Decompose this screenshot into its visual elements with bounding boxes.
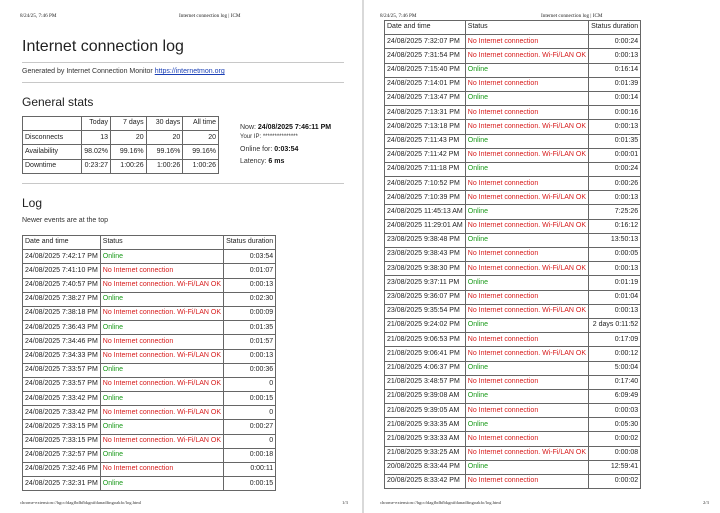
log-time: 24/08/2025 7:10:52 PM bbox=[385, 177, 466, 191]
log-status: Online bbox=[465, 389, 588, 403]
print-header-title: Internet connection log | ICM bbox=[179, 13, 241, 19]
online-for-value: 0:03:54 bbox=[274, 146, 299, 153]
table-row bbox=[385, 120, 641, 134]
log-table-page-1 bbox=[22, 235, 276, 491]
log-duration: 0 bbox=[224, 377, 276, 391]
log-time: 21/08/2025 3:48:57 PM bbox=[385, 375, 466, 389]
log-status: Online bbox=[465, 91, 588, 105]
latency-value: 6 ms bbox=[268, 158, 285, 165]
log-column-header: Status duration bbox=[589, 21, 641, 35]
log-status: No Internet connection bbox=[465, 404, 588, 418]
log-status: No Internet connection. Wi-Fi/LAN OK bbox=[100, 434, 223, 448]
log-status: No Internet connection bbox=[100, 264, 223, 278]
log-status: Online bbox=[465, 162, 588, 176]
log-column-header: Status bbox=[100, 236, 223, 250]
log-time: 23/08/2025 9:35:54 PM bbox=[385, 304, 466, 318]
log-duration: 0:00:01 bbox=[589, 148, 641, 162]
table-row bbox=[385, 134, 641, 148]
log-duration: 0 bbox=[224, 406, 276, 420]
table-row bbox=[385, 389, 641, 403]
table-row bbox=[385, 304, 641, 318]
table-row bbox=[23, 349, 276, 363]
log-time: 24/08/2025 7:33:42 PM bbox=[23, 406, 101, 420]
log-duration: 0:00:08 bbox=[589, 446, 641, 460]
log-column-header: Status duration bbox=[224, 236, 276, 250]
log-status: Online bbox=[465, 233, 588, 247]
stats-value: 1:00:26 bbox=[110, 159, 146, 173]
log-heading: Log bbox=[22, 196, 43, 210]
log-status: Online bbox=[100, 363, 223, 377]
log-duration: 0:00:14 bbox=[589, 91, 641, 105]
info-now bbox=[240, 124, 331, 131]
log-status: Online bbox=[465, 318, 588, 332]
table-row bbox=[23, 306, 276, 320]
stats-value: 20 bbox=[146, 131, 183, 145]
log-duration: 0:00:03 bbox=[589, 404, 641, 418]
log-status: No Internet connection. Wi-Fi/LAN OK bbox=[100, 406, 223, 420]
latency-label: Latency: bbox=[240, 158, 267, 165]
log-time: 24/08/2025 7:13:31 PM bbox=[385, 106, 466, 120]
table-row bbox=[385, 432, 641, 446]
print-footer-url: chrome-extension://hgccfdagfbdbfbkgnifdanadfingoakfo/log.html bbox=[20, 500, 142, 505]
log-time: 24/08/2025 7:11:42 PM bbox=[385, 148, 466, 162]
log-duration: 0:00:02 bbox=[589, 475, 641, 489]
log-status: No Internet connection bbox=[465, 35, 588, 49]
table-row bbox=[385, 205, 641, 219]
log-time: 24/08/2025 7:38:27 PM bbox=[23, 292, 101, 306]
stats-column-header: All time bbox=[183, 117, 219, 131]
log-status: Online bbox=[465, 361, 588, 375]
log-duration: 0:01:39 bbox=[589, 77, 641, 91]
log-time: 23/08/2025 9:36:07 PM bbox=[385, 290, 466, 304]
log-status: No Internet connection. Wi-Fi/LAN OK bbox=[465, 347, 588, 361]
table-row bbox=[23, 292, 276, 306]
log-duration: 0:00:11 bbox=[224, 463, 276, 477]
log-time: 24/08/2025 7:32:46 PM bbox=[23, 463, 101, 477]
stats-header-row bbox=[23, 117, 219, 131]
divider bbox=[22, 62, 344, 63]
info-ip bbox=[240, 134, 298, 140]
stats-value: 98.02% bbox=[82, 145, 111, 159]
table-row bbox=[385, 475, 641, 489]
log-time: 23/08/2025 9:38:43 PM bbox=[385, 248, 466, 262]
log-time: 24/08/2025 7:34:46 PM bbox=[23, 335, 101, 349]
log-duration: 0:01:04 bbox=[589, 290, 641, 304]
log-time: 24/08/2025 7:42:17 PM bbox=[23, 250, 101, 264]
log-time: 24/08/2025 7:15:40 PM bbox=[385, 63, 466, 77]
internetmon-link[interactable]: https://internetmon.org bbox=[154, 68, 225, 75]
stats-value: 1:00:26 bbox=[146, 159, 183, 173]
table-row bbox=[385, 91, 641, 105]
log-column-header: Date and time bbox=[385, 21, 466, 35]
stats-row-label: Downtime bbox=[23, 159, 82, 173]
log-duration: 2 days 0:11:52 bbox=[589, 318, 641, 332]
log-duration: 5:00:04 bbox=[589, 361, 641, 375]
log-time: 24/08/2025 7:10:39 PM bbox=[385, 191, 466, 205]
table-row bbox=[385, 219, 641, 233]
log-time: 24/08/2025 11:45:13 AM bbox=[385, 205, 466, 219]
log-status: Online bbox=[465, 205, 588, 219]
table-row bbox=[385, 148, 641, 162]
now-label: Now: bbox=[240, 124, 256, 131]
log-time: 24/08/2025 7:33:15 PM bbox=[23, 420, 101, 434]
page-title: Internet connection log bbox=[22, 38, 184, 55]
table-row bbox=[23, 406, 276, 420]
log-status: No Internet connection bbox=[465, 106, 588, 120]
table-row bbox=[23, 463, 276, 477]
log-time: 23/08/2025 9:38:30 PM bbox=[385, 262, 466, 276]
table-row bbox=[385, 347, 641, 361]
log-time: 24/08/2025 7:31:54 PM bbox=[385, 49, 466, 63]
log-duration: 0:00:09 bbox=[224, 306, 276, 320]
log-status: No Internet connection. Wi-Fi/LAN OK bbox=[100, 306, 223, 320]
log-column-header: Date and time bbox=[23, 236, 101, 250]
log-duration: 0:03:54 bbox=[224, 250, 276, 264]
log-table-page-2 bbox=[384, 20, 641, 489]
log-duration: 0:00:12 bbox=[589, 347, 641, 361]
log-duration: 0:16:14 bbox=[589, 63, 641, 77]
log-duration: 0:00:15 bbox=[224, 392, 276, 406]
log-status: No Internet connection bbox=[465, 432, 588, 446]
log-status: No Internet connection bbox=[465, 475, 588, 489]
log-time: 24/08/2025 7:13:47 PM bbox=[385, 91, 466, 105]
log-column-header: Status bbox=[465, 21, 588, 35]
log-status: Online bbox=[100, 292, 223, 306]
log-duration: 0:00:18 bbox=[224, 448, 276, 462]
table-row bbox=[385, 77, 641, 91]
log-time: 24/08/2025 7:40:57 PM bbox=[23, 278, 101, 292]
log-duration: 0:00:16 bbox=[589, 106, 641, 120]
divider bbox=[22, 82, 344, 83]
log-status: No Internet connection. Wi-Fi/LAN OK bbox=[465, 262, 588, 276]
table-row bbox=[385, 318, 641, 332]
info-latency bbox=[240, 158, 284, 165]
log-duration: 0:17:40 bbox=[589, 375, 641, 389]
log-status: No Internet connection bbox=[100, 335, 223, 349]
stats-column-header: 30 days bbox=[146, 117, 183, 131]
log-note: Newer events are at the top bbox=[22, 217, 108, 224]
table-row bbox=[385, 290, 641, 304]
stats-column-header bbox=[23, 117, 82, 131]
stats-value: 13 bbox=[82, 131, 111, 145]
log-duration: 0:01:19 bbox=[589, 276, 641, 290]
log-status: No Internet connection bbox=[465, 290, 588, 304]
log-duration: 12:59:41 bbox=[589, 460, 641, 474]
stats-table bbox=[22, 116, 219, 174]
log-status: No Internet connection. Wi-Fi/LAN OK bbox=[100, 377, 223, 391]
table-row bbox=[23, 448, 276, 462]
table-row bbox=[385, 375, 641, 389]
log-time: 23/08/2025 9:37:11 PM bbox=[385, 276, 466, 290]
log-duration: 0:16:12 bbox=[589, 219, 641, 233]
log-time: 24/08/2025 7:11:43 PM bbox=[385, 134, 466, 148]
log-duration: 0:00:13 bbox=[589, 120, 641, 134]
print-header-date: 8/24/25, 7:46 PM bbox=[20, 13, 57, 19]
stats-row-label: Disconnects bbox=[23, 131, 82, 145]
ip-value: *************** bbox=[262, 134, 298, 140]
log-duration: 0:00:24 bbox=[589, 162, 641, 176]
log-time: 20/08/2025 8:33:44 PM bbox=[385, 460, 466, 474]
log-time: 24/08/2025 7:32:07 PM bbox=[385, 35, 466, 49]
generated-by bbox=[22, 68, 225, 75]
table-row bbox=[385, 446, 641, 460]
table-row bbox=[23, 420, 276, 434]
log-time: 24/08/2025 7:33:57 PM bbox=[23, 377, 101, 391]
ip-label: Your IP: bbox=[240, 134, 262, 140]
table-row bbox=[23, 377, 276, 391]
stats-row bbox=[23, 131, 219, 145]
log-time: 24/08/2025 7:33:57 PM bbox=[23, 363, 101, 377]
print-page-2 bbox=[364, 0, 720, 513]
log-duration: 0:00:26 bbox=[589, 177, 641, 191]
table-row bbox=[23, 278, 276, 292]
table-row bbox=[385, 233, 641, 247]
log-time: 21/08/2025 4:06:37 PM bbox=[385, 361, 466, 375]
log-status: Online bbox=[465, 418, 588, 432]
log-duration: 0:01:35 bbox=[224, 321, 276, 335]
log-duration: 0:00:13 bbox=[589, 304, 641, 318]
log-time: 24/08/2025 7:32:57 PM bbox=[23, 448, 101, 462]
log-duration: 0:00:02 bbox=[589, 432, 641, 446]
log-duration: 0:05:30 bbox=[589, 418, 641, 432]
log-duration: 0:00:15 bbox=[224, 477, 276, 491]
table-row bbox=[385, 460, 641, 474]
log-time: 24/08/2025 7:36:43 PM bbox=[23, 321, 101, 335]
log-time: 21/08/2025 9:33:35 AM bbox=[385, 418, 466, 432]
log-time: 24/08/2025 7:38:18 PM bbox=[23, 306, 101, 320]
log-status: Online bbox=[465, 276, 588, 290]
log-time: 23/08/2025 9:38:48 PM bbox=[385, 233, 466, 247]
log-duration: 0:01:57 bbox=[224, 335, 276, 349]
log-status: Online bbox=[100, 392, 223, 406]
print-footer-url: chrome-extension://hgccfdagfbdbfbkgnifdanadfingoakfo/log.html bbox=[380, 500, 502, 505]
log-status: No Internet connection. Wi-Fi/LAN OK bbox=[465, 219, 588, 233]
log-status: No Internet connection bbox=[465, 248, 588, 262]
log-time: 24/08/2025 7:13:18 PM bbox=[385, 120, 466, 134]
log-time: 21/08/2025 9:33:25 AM bbox=[385, 446, 466, 460]
log-duration: 0:00:13 bbox=[224, 278, 276, 292]
stats-value: 0:23:27 bbox=[82, 159, 111, 173]
stats-value: 99.16% bbox=[146, 145, 183, 159]
log-status: No Internet connection. Wi-Fi/LAN OK bbox=[465, 148, 588, 162]
table-row bbox=[385, 63, 641, 77]
log-time: 21/08/2025 9:33:33 AM bbox=[385, 432, 466, 446]
log-status: Online bbox=[100, 448, 223, 462]
print-footer-page-number: 2/3 bbox=[703, 500, 709, 505]
log-time: 24/08/2025 7:14:01 PM bbox=[385, 77, 466, 91]
log-status: No Internet connection bbox=[465, 177, 588, 191]
log-time: 21/08/2025 9:39:05 AM bbox=[385, 404, 466, 418]
log-time: 24/08/2025 7:33:15 PM bbox=[23, 434, 101, 448]
log-time: 20/08/2025 8:33:42 PM bbox=[385, 475, 466, 489]
log-status: No Internet connection. Wi-Fi/LAN OK bbox=[465, 191, 588, 205]
table-row bbox=[385, 262, 641, 276]
log-duration: 13:50:13 bbox=[589, 233, 641, 247]
log-duration: 0:17:09 bbox=[589, 333, 641, 347]
stats-value: 20 bbox=[110, 131, 146, 145]
stats-value: 1:00:26 bbox=[183, 159, 219, 173]
log-status: Online bbox=[100, 250, 223, 264]
table-row bbox=[23, 250, 276, 264]
stats-row-label: Availability bbox=[23, 145, 82, 159]
table-row bbox=[385, 177, 641, 191]
stats-column-header: Today bbox=[82, 117, 111, 131]
log-time: 24/08/2025 7:33:42 PM bbox=[23, 392, 101, 406]
table-row bbox=[385, 404, 641, 418]
log-status: Online bbox=[100, 477, 223, 491]
log-status: No Internet connection. Wi-Fi/LAN OK bbox=[465, 446, 588, 460]
log-status: Online bbox=[100, 420, 223, 434]
log-time: 21/08/2025 9:24:02 PM bbox=[385, 318, 466, 332]
log-status: Online bbox=[100, 321, 223, 335]
log-duration: 0:00:27 bbox=[224, 420, 276, 434]
print-header-date: 8/24/25, 7:46 PM bbox=[380, 13, 417, 19]
table-row bbox=[385, 35, 641, 49]
table-row bbox=[23, 392, 276, 406]
print-header-title: Internet connection log | ICM bbox=[541, 13, 603, 19]
stats-row bbox=[23, 159, 219, 173]
log-status: No Internet connection. Wi-Fi/LAN OK bbox=[465, 49, 588, 63]
log-duration: 0:02:30 bbox=[224, 292, 276, 306]
log-duration: 0:00:36 bbox=[224, 363, 276, 377]
log-header-row bbox=[385, 21, 641, 35]
table-row bbox=[385, 248, 641, 262]
table-row bbox=[385, 162, 641, 176]
log-time: 24/08/2025 7:41:10 PM bbox=[23, 264, 101, 278]
table-row bbox=[23, 264, 276, 278]
log-duration: 7:25:26 bbox=[589, 205, 641, 219]
log-time: 24/08/2025 11:29:01 AM bbox=[385, 219, 466, 233]
log-duration: 0:00:13 bbox=[589, 49, 641, 63]
log-status: Online bbox=[465, 63, 588, 77]
divider bbox=[22, 183, 344, 184]
table-row bbox=[23, 363, 276, 377]
print-footer-page-number: 1/3 bbox=[342, 500, 348, 505]
log-time: 21/08/2025 9:06:41 PM bbox=[385, 347, 466, 361]
log-duration: 6:09:49 bbox=[589, 389, 641, 403]
log-status: No Internet connection bbox=[465, 77, 588, 91]
table-row bbox=[23, 434, 276, 448]
log-header-row bbox=[23, 236, 276, 250]
stats-value: 99.16% bbox=[183, 145, 219, 159]
log-duration: 0:00:13 bbox=[224, 349, 276, 363]
table-row bbox=[385, 49, 641, 63]
log-status: No Internet connection. Wi-Fi/LAN OK bbox=[100, 349, 223, 363]
now-value: 24/08/2025 7:46:11 PM bbox=[257, 124, 332, 131]
table-row bbox=[385, 106, 641, 120]
log-status: No Internet connection bbox=[465, 333, 588, 347]
log-time: 24/08/2025 7:34:33 PM bbox=[23, 349, 101, 363]
table-row bbox=[23, 477, 276, 491]
log-status: No Internet connection bbox=[100, 463, 223, 477]
log-duration: 0 bbox=[224, 434, 276, 448]
online-for-label: Online for: bbox=[240, 146, 273, 153]
log-duration: 0:01:35 bbox=[589, 134, 641, 148]
table-row bbox=[23, 321, 276, 335]
log-status: Online bbox=[465, 460, 588, 474]
generated-by-text: Generated by Internet Connection Monitor bbox=[22, 68, 153, 75]
log-duration: 0:00:13 bbox=[589, 262, 641, 276]
stats-value: 99.16% bbox=[110, 145, 146, 159]
log-time: 21/08/2025 9:39:08 AM bbox=[385, 389, 466, 403]
log-status: Online bbox=[465, 134, 588, 148]
table-row bbox=[385, 191, 641, 205]
stats-column-header: 7 days bbox=[110, 117, 146, 131]
table-row bbox=[23, 335, 276, 349]
table-row bbox=[385, 361, 641, 375]
stats-value: 20 bbox=[183, 131, 219, 145]
log-status: No Internet connection. Wi-Fi/LAN OK bbox=[100, 278, 223, 292]
log-duration: 0:00:13 bbox=[589, 191, 641, 205]
table-row bbox=[385, 333, 641, 347]
stats-row bbox=[23, 145, 219, 159]
log-status: No Internet connection. Wi-Fi/LAN OK bbox=[465, 120, 588, 134]
log-duration: 0:01:07 bbox=[224, 264, 276, 278]
log-duration: 0:00:05 bbox=[589, 248, 641, 262]
general-stats-heading: General stats bbox=[22, 95, 94, 109]
log-duration: 0:00:24 bbox=[589, 35, 641, 49]
log-time: 24/08/2025 7:32:31 PM bbox=[23, 477, 101, 491]
table-row bbox=[385, 276, 641, 290]
log-time: 24/08/2025 7:11:18 PM bbox=[385, 162, 466, 176]
log-status: No Internet connection. Wi-Fi/LAN OK bbox=[465, 304, 588, 318]
info-online-for bbox=[240, 146, 298, 153]
log-time: 21/08/2025 9:06:53 PM bbox=[385, 333, 466, 347]
table-row bbox=[385, 418, 641, 432]
log-status: No Internet connection bbox=[465, 375, 588, 389]
